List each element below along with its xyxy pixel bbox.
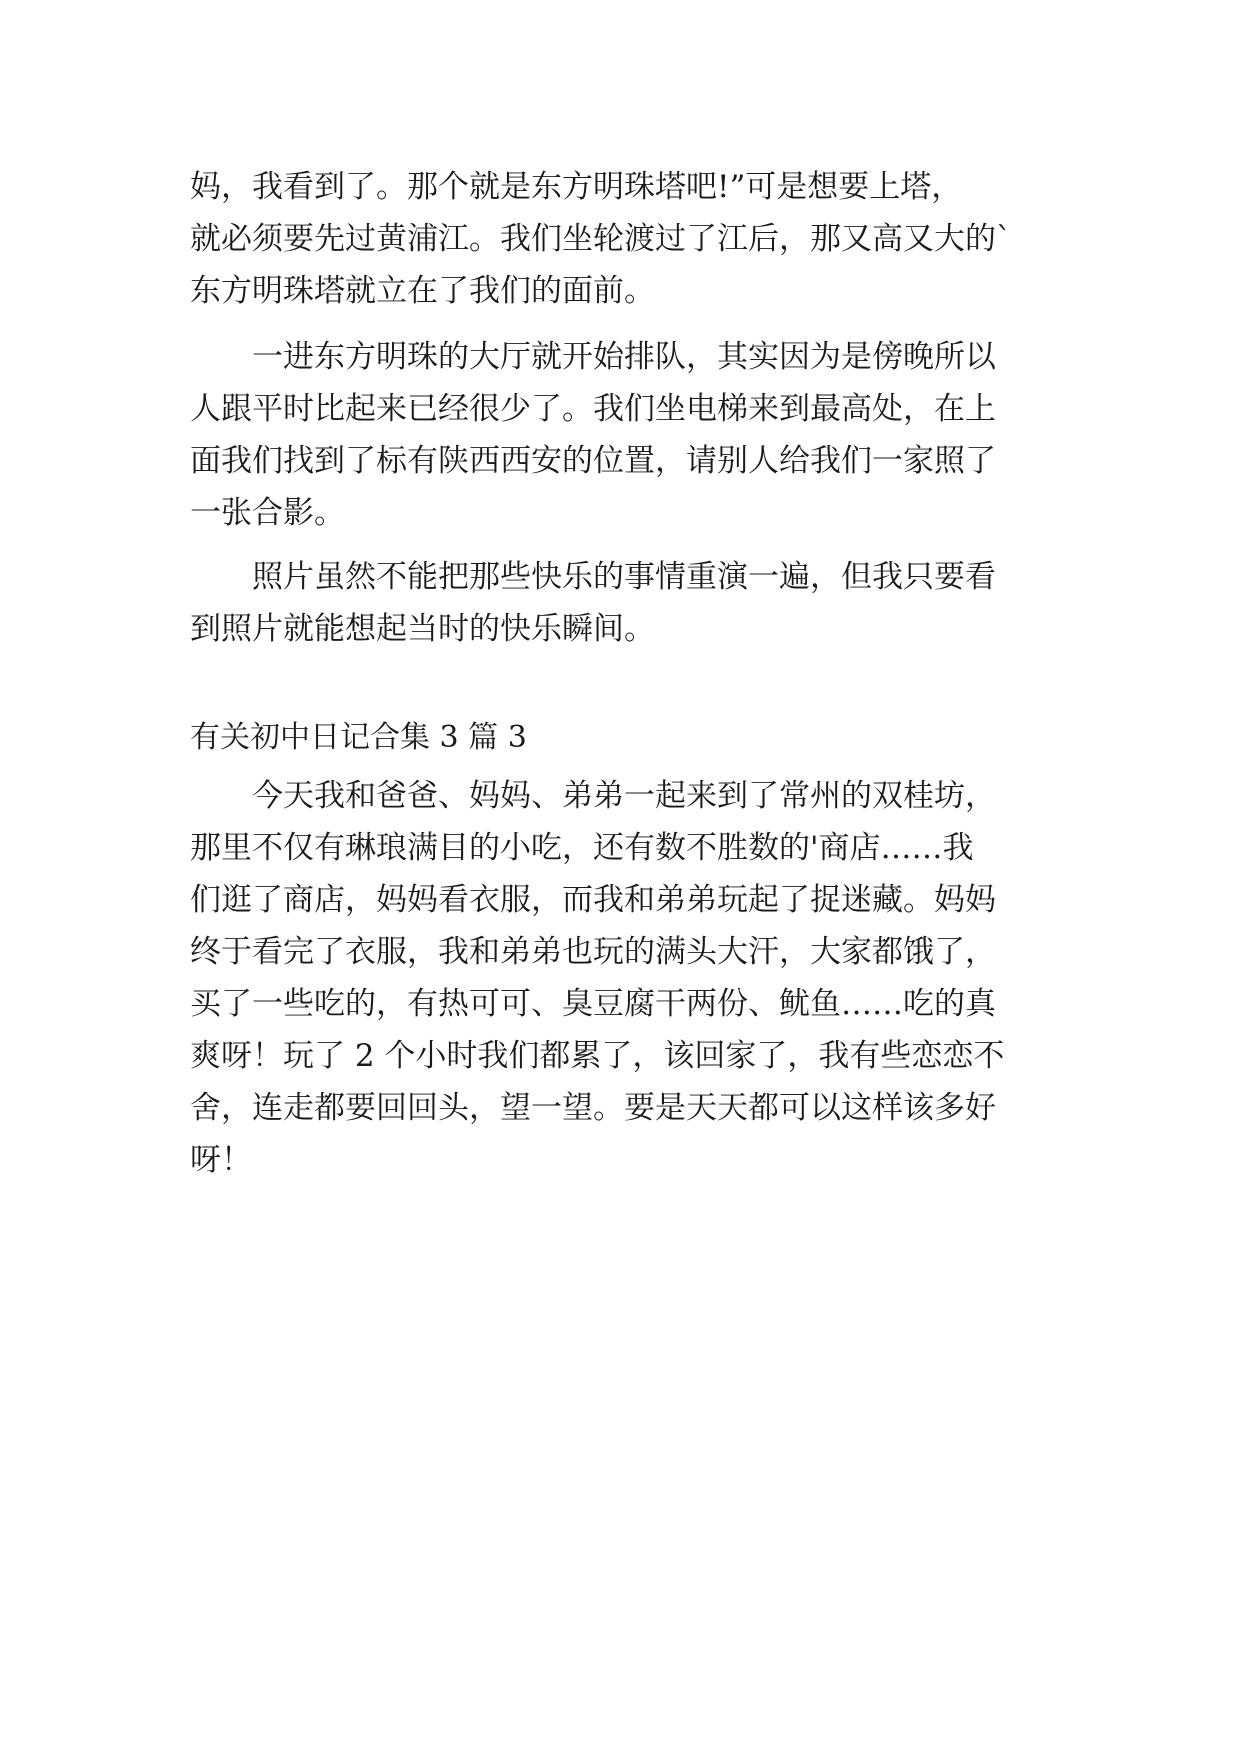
text-line: 买了一些吃的，有热可可、臭豆腐干两份、鱿鱼……吃的真 xyxy=(190,986,996,1022)
text-line: 就必须要先过黄浦江。我们坐轮渡过了江后，那又高又大的` xyxy=(190,221,1012,257)
text-line: 那里不仅有琳琅满目的小吃，还有数不胜数的'商店……我 xyxy=(190,830,974,866)
text-line: 终于看完了衣服，我和弟弟也玩的满头大汗，大家都饿了， xyxy=(190,934,996,970)
text-line: 人跟平时比起来已经很少了。我们坐电梯来到最高处，在上 xyxy=(190,391,996,427)
text-line: 舍，连走都要回回头，望一望。要是天天都可以这样该多好 xyxy=(190,1090,996,1126)
text-line: 妈，我看到了。那个就是东方明珠塔吧!”可是想要上塔， xyxy=(190,169,963,205)
section-heading: 有关初中日记合集 3 篇 3 xyxy=(190,720,527,755)
text-line: 一进东方明珠的大厅就开始排队，其实因为是傍晚所以 xyxy=(252,339,996,375)
text-line: 面我们找到了标有陕西西安的位置，请别人给我们一家照了 xyxy=(190,443,996,479)
text-line: 爽呀！玩了 2 个小时我们都累了，该回家了，我有些恋恋不 xyxy=(190,1038,1005,1074)
text-line: 东方明珠塔就立在了我们的面前。 xyxy=(190,273,655,309)
text-line: 们逛了商店，妈妈看衣服，而我和弟弟玩起了捉迷藏。妈妈 xyxy=(190,882,996,918)
text-line: 呀！ xyxy=(190,1142,252,1178)
text-line: 照片虽然不能把那些快乐的事情重演一遍，但我只要看 xyxy=(252,559,996,595)
text-line: 一张合影。 xyxy=(190,495,345,531)
text-line: 今天我和爸爸、妈妈、弟弟一起来到了常州的双桂坊， xyxy=(252,778,996,814)
text-line: 到照片就能想起当时的快乐瞬间。 xyxy=(190,611,655,647)
